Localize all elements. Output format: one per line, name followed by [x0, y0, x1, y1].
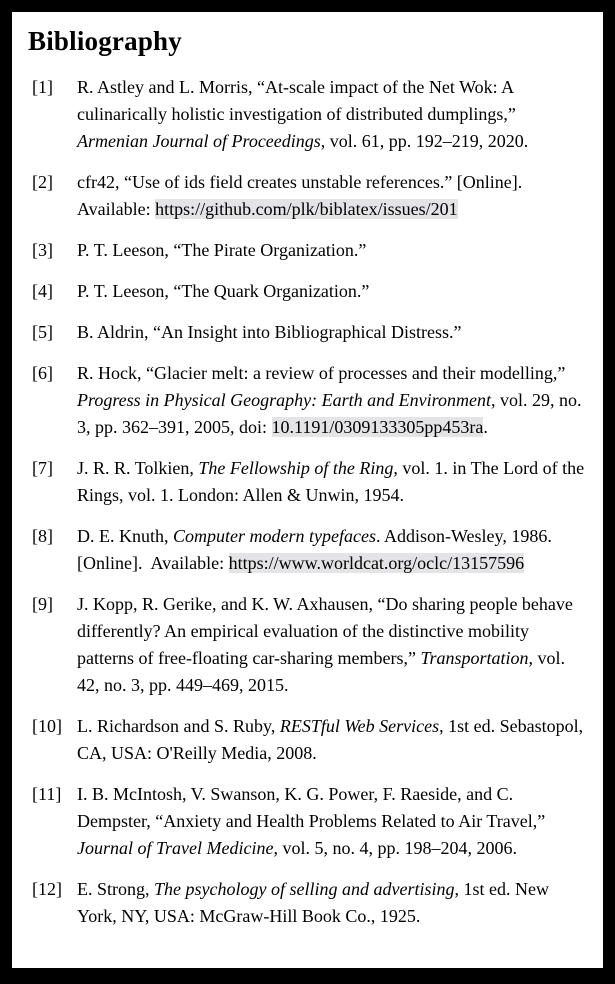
- bibliography-entry: [32, 591, 585, 699]
- bibliography-entry: [32, 876, 585, 930]
- entry-text: [77, 319, 585, 346]
- reference-text-segment: , vol. 42, no. 3, pp. 449–469, 2015.: [77, 648, 566, 695]
- bibliography-entry: [32, 360, 585, 441]
- bibliography-entry: [32, 523, 585, 577]
- bibliography-entry: [32, 319, 585, 346]
- reference-text-segment: J. R. R. Tolkien,: [77, 458, 199, 478]
- entry-label: [4]: [32, 281, 53, 301]
- document-page: [12, 12, 603, 968]
- entry-label: [6]: [32, 363, 53, 383]
- entry-text: [77, 237, 585, 264]
- reference-text-segment: Transportation: [420, 648, 529, 668]
- entry-text: [77, 455, 585, 509]
- entry-label: [11]: [32, 784, 62, 804]
- reference-text-segment: .: [483, 417, 488, 437]
- page-title: Bibliography: [28, 26, 182, 56]
- entry-text: [77, 876, 585, 930]
- entry-label: [2]: [32, 172, 53, 192]
- reference-link[interactable]: https://www.worldcat.org/oclc/13157596: [228, 553, 525, 573]
- reference-text-segment: P. T. Leeson, “The Quark Organization.”: [77, 281, 370, 301]
- entry-text: [77, 169, 585, 223]
- entry-label: [5]: [32, 322, 53, 342]
- entry-label: [7]: [32, 458, 53, 478]
- reference-text-segment: P. T. Leeson, “The Pirate Organization.”: [77, 240, 367, 260]
- entry-label: [8]: [32, 526, 53, 546]
- entry-label: [1]: [32, 77, 53, 97]
- entry-text: [77, 591, 585, 699]
- bibliography-entry: [32, 781, 585, 862]
- reference-text-segment: Armenian Journal of Proceedings: [77, 131, 321, 151]
- reference-link[interactable]: https://github.com/plk/biblatex/issues/201: [155, 199, 458, 219]
- reference-text-segment: L. Richardson and S. Ruby,: [77, 716, 280, 736]
- reference-text-segment: . Addison-Wesley, 1986. [Online]. Available:: [77, 526, 552, 573]
- bibliography-entry: [32, 278, 585, 305]
- reference-text-segment: cfr42, “Use of ids field creates unstable references.” [Online]. Available:: [77, 172, 523, 219]
- entry-label: [3]: [32, 240, 53, 260]
- entry-text: [77, 360, 585, 441]
- entry-text: [77, 713, 585, 767]
- reference-text-segment: , 1st ed. New York, NY, USA: McGraw-Hill Book Co., 1925.: [77, 879, 549, 926]
- entry-text: [77, 781, 585, 862]
- reference-text-segment: The Fellowship of the Ring: [198, 458, 394, 478]
- reference-text-segment: R. Astley and L. Morris, “At-scale impact of the Net Wok: A culinarically holistic investigation of distributed dumplings,”: [77, 77, 516, 124]
- reference-text-segment: , vol. 1. in The Lord of the Rings, vol. 1. London: Allen & Unwin, 1954.: [77, 458, 585, 505]
- reference-link[interactable]: 10.1191/0309133305pp453ra: [271, 417, 484, 437]
- reference-text-segment: J. Kopp, R. Gerike, and K. W. Axhausen, “Do sharing people behave differently? An empirical evaluation of the distinctive mobility patterns of free-floating car-sharing members,”: [77, 594, 573, 668]
- reference-text-segment: I. B. McIntosh, V. Swanson, K. G. Power, F. Raeside, and C. Dempster, “Anxiety and Health Problems Related to Air Travel,”: [77, 784, 546, 831]
- entry-label: [10]: [32, 716, 62, 736]
- entry-text: [77, 74, 585, 155]
- entry-label: [9]: [32, 594, 53, 614]
- bibliography-entry: [32, 455, 585, 509]
- entry-text: [77, 278, 585, 305]
- reference-text-segment: E. Strong,: [77, 879, 155, 899]
- entry-text: [77, 523, 585, 577]
- reference-text-segment: B. Aldrin, “An Insight into Bibliographical Distress.”: [77, 322, 462, 342]
- entry-label: [12]: [32, 879, 62, 899]
- reference-text-segment: , vol. 29, no. 3, pp. 362–391, 2005, doi:: [77, 390, 582, 437]
- reference-text-segment: , vol. 5, no. 4, pp. 198–204, 2006.: [273, 838, 517, 858]
- reference-text-segment: D. E. Knuth,: [77, 526, 173, 546]
- bibliography-entry: [32, 169, 585, 223]
- reference-text-segment: Journal of Travel Medicine: [77, 838, 274, 858]
- reference-text-segment: RESTful Web Services: [279, 716, 440, 736]
- reference-text-segment: , vol. 61, pp. 192–219, 2020.: [320, 131, 529, 151]
- reference-text-segment: Computer modern typefaces: [173, 526, 376, 546]
- reference-text-segment: Progress in Physical Geography: Earth and Environment: [77, 390, 491, 410]
- bibliography-entry: [32, 713, 585, 767]
- reference-text-segment: The psychology of selling and advertising: [154, 879, 455, 899]
- bibliography-entry: [32, 74, 585, 155]
- reference-text-segment: R. Hock, “Glacier melt: a review of processes and their modelling,”: [77, 363, 566, 383]
- bibliography-entry: [32, 237, 585, 264]
- bibliography-list: [28, 74, 585, 930]
- reference-text-segment: , 1st ed. Sebastopol, CA, USA: O'Reilly Media, 2008.: [77, 716, 584, 763]
